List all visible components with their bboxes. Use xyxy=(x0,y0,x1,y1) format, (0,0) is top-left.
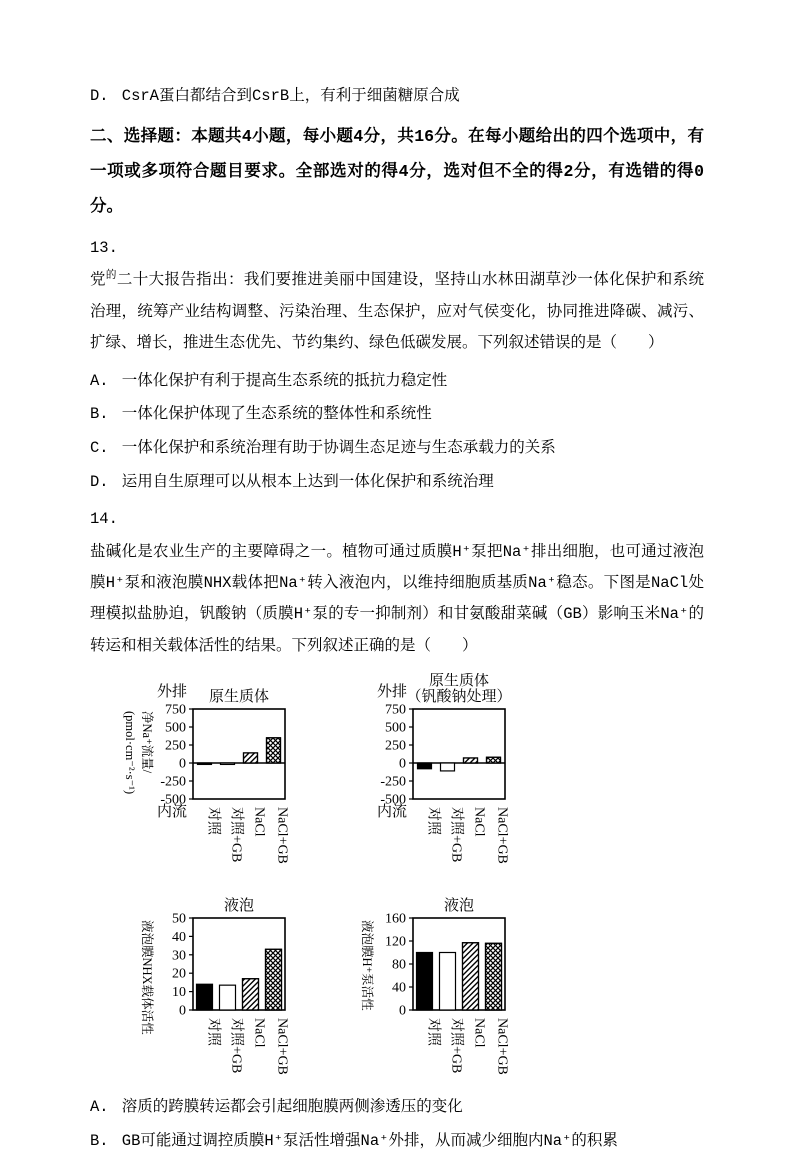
svg-text:对照: 对照 xyxy=(205,807,221,836)
svg-text:液泡: 液泡 xyxy=(223,898,255,915)
svg-text:30: 30 xyxy=(172,948,186,964)
svg-text:原生质体: 原生质体 xyxy=(428,673,490,690)
question-13-options xyxy=(90,371,704,494)
question-14-options xyxy=(90,1097,704,1152)
option-label: B. xyxy=(90,405,109,424)
svg-text:40: 40 xyxy=(172,930,186,946)
option-label: A. xyxy=(90,1098,109,1117)
chart-cell xyxy=(98,673,312,878)
svg-text:NaCl: NaCl xyxy=(251,807,267,837)
question-13-stem xyxy=(90,265,704,359)
option-line xyxy=(90,1131,704,1152)
option-text: GB可能通过调控质膜H⁺泵活性增强Na⁺外排，从而减少细胞内Na⁺的积累 xyxy=(121,1132,618,1151)
svg-text:对照: 对照 xyxy=(205,1018,221,1047)
svg-text:液泡膜NHX载体活性: 液泡膜NHX载体活性 xyxy=(140,920,154,1035)
svg-text:对照: 对照 xyxy=(425,807,441,836)
svg-text:内流: 内流 xyxy=(156,804,187,821)
svg-text:-250: -250 xyxy=(160,774,186,790)
svg-text:0: 0 xyxy=(399,756,406,772)
svg-text:外排: 外排 xyxy=(156,684,187,701)
svg-text:外排: 外排 xyxy=(376,684,407,701)
chart-cell xyxy=(318,878,532,1091)
svg-text:40: 40 xyxy=(392,980,406,996)
bar-chart-vacuole-nhx-activity xyxy=(98,878,312,1086)
svg-text:-500: -500 xyxy=(160,792,186,808)
svg-text:20: 20 xyxy=(172,967,186,983)
svg-text:80: 80 xyxy=(392,957,406,973)
question-13-number: 13. xyxy=(90,238,118,257)
svg-text:对照+GB: 对照+GB xyxy=(448,807,464,863)
svg-text:NaCl+GB: NaCl+GB xyxy=(494,807,510,865)
stem-body: 二十大报告指出：我们要推进美丽中国建设，坚持山水林田湖草沙一体化保护和系统治理，统筹产业结构调整、污染治理、生态保护，应对气侯变化，协同推进降碳、减污、扩绿、增长，推进生态优先、节约集约、绿色低碳发展。下列叙述错误的是（ ） xyxy=(90,271,704,353)
svg-text:120: 120 xyxy=(385,934,406,950)
stem-head: 党 xyxy=(90,271,106,290)
svg-text:750: 750 xyxy=(385,702,406,718)
option-text: 运用自生原理可以从根本上达到一体化保护和系统治理 xyxy=(121,473,494,492)
option-text: CsrA蛋白都结合到CsrB上，有利于细菌糖原合成 xyxy=(121,87,460,105)
bar-chart-protoplast-vanadate-net-na-flux xyxy=(318,673,532,873)
svg-text:500: 500 xyxy=(385,720,406,736)
svg-text:NaCl+GB: NaCl+GB xyxy=(274,1018,290,1076)
bar-chart-vacuole-h-pump-activity xyxy=(318,878,532,1086)
svg-text:NaCl: NaCl xyxy=(471,1018,487,1048)
chart-cell xyxy=(98,878,312,1091)
option-label: A. xyxy=(90,371,109,390)
option-label: B. xyxy=(90,1132,109,1151)
svg-text:NaCl: NaCl xyxy=(251,1018,267,1048)
svg-text:NaCl: NaCl xyxy=(471,807,487,837)
svg-text:0: 0 xyxy=(179,1003,186,1019)
svg-text:-250: -250 xyxy=(380,774,406,790)
stem-superscript: 的 xyxy=(105,270,117,283)
svg-text:对照+GB: 对照+GB xyxy=(448,1018,464,1074)
question-14-stem: 盐碱化是农业生产的主要障碍之一。植物可通过质膜H⁺泵把Na⁺排出细胞，也可通过液泡膜H⁺泵和液泡膜NHX载体把Na⁺转入液泡内，以维持细胞质基质Na⁺稳态。下图是NaCl处理模拟盐胁迫，钒酸钠（质膜H⁺泵的专一抑制剂）和甘氨酸甜菜碱（GB）影响玉米Na⁺的转运和相关载体活性的结果。下列叙述正确的是（ ） xyxy=(90,542,704,655)
svg-text:净Na⁺流量/: 净Na⁺流量/ xyxy=(140,711,154,774)
option-line xyxy=(90,438,704,459)
svg-text:液泡: 液泡 xyxy=(443,898,475,915)
option-text: 溶质的跨膜转运都会引起细胞膜两侧渗透压的变化 xyxy=(121,1098,463,1117)
option-text: 一体化保护和系统治理有助于协调生态足迹与生态承载力的关系 xyxy=(121,439,556,458)
svg-text:50: 50 xyxy=(172,911,186,927)
svg-text:0: 0 xyxy=(179,756,186,772)
option-line xyxy=(90,404,704,425)
option-text: 一体化保护体现了生态系统的整体性和系统性 xyxy=(121,405,432,424)
svg-text:-500: -500 xyxy=(380,792,406,808)
question-14-number: 14. xyxy=(90,510,118,529)
option-line xyxy=(90,371,704,392)
option-text: 一体化保护有利于提高生态系统的抵抗力稳定性 xyxy=(121,371,448,390)
svg-text:(pmol·cm⁻²·s⁻¹): (pmol·cm⁻²·s⁻¹) xyxy=(123,711,137,795)
svg-text:10: 10 xyxy=(172,985,186,1001)
svg-text:NaCl+GB: NaCl+GB xyxy=(494,1018,510,1076)
svg-text:内流: 内流 xyxy=(376,804,407,821)
svg-text:（钒酸钠处理）: （钒酸钠处理） xyxy=(406,689,512,706)
svg-text:250: 250 xyxy=(385,738,406,754)
svg-text:750: 750 xyxy=(165,702,186,718)
svg-text:500: 500 xyxy=(165,720,186,736)
svg-text:对照+GB: 对照+GB xyxy=(228,807,244,863)
chart-cell xyxy=(318,673,532,878)
section-header: 二、选择题：本题共4小题，每小题4分，共16分。在每小题给出的四个选项中，有一项或多项符合题目要求。全部选对的得4分，选对但不全的得2分，有选错的得0分。 xyxy=(90,126,704,216)
svg-text:NaCl+GB: NaCl+GB xyxy=(274,807,290,865)
prior-question-option-line xyxy=(90,86,704,107)
svg-text:原生质体: 原生质体 xyxy=(208,689,270,706)
option-label: D. xyxy=(90,87,109,105)
option-label: D. xyxy=(90,473,109,492)
svg-text:对照: 对照 xyxy=(425,1018,441,1047)
option-line xyxy=(90,472,704,493)
svg-text:250: 250 xyxy=(165,738,186,754)
svg-text:0: 0 xyxy=(399,1003,406,1019)
bar-chart-protoplast-net-na-flux xyxy=(98,673,312,873)
option-label: C. xyxy=(90,439,109,458)
option-line xyxy=(90,1097,704,1118)
svg-text:液泡膜H⁺泵活性: 液泡膜H⁺泵活性 xyxy=(360,920,374,1012)
svg-text:160: 160 xyxy=(385,911,406,927)
svg-text:对照+GB: 对照+GB xyxy=(228,1018,244,1074)
question-14-figure xyxy=(98,673,704,1091)
